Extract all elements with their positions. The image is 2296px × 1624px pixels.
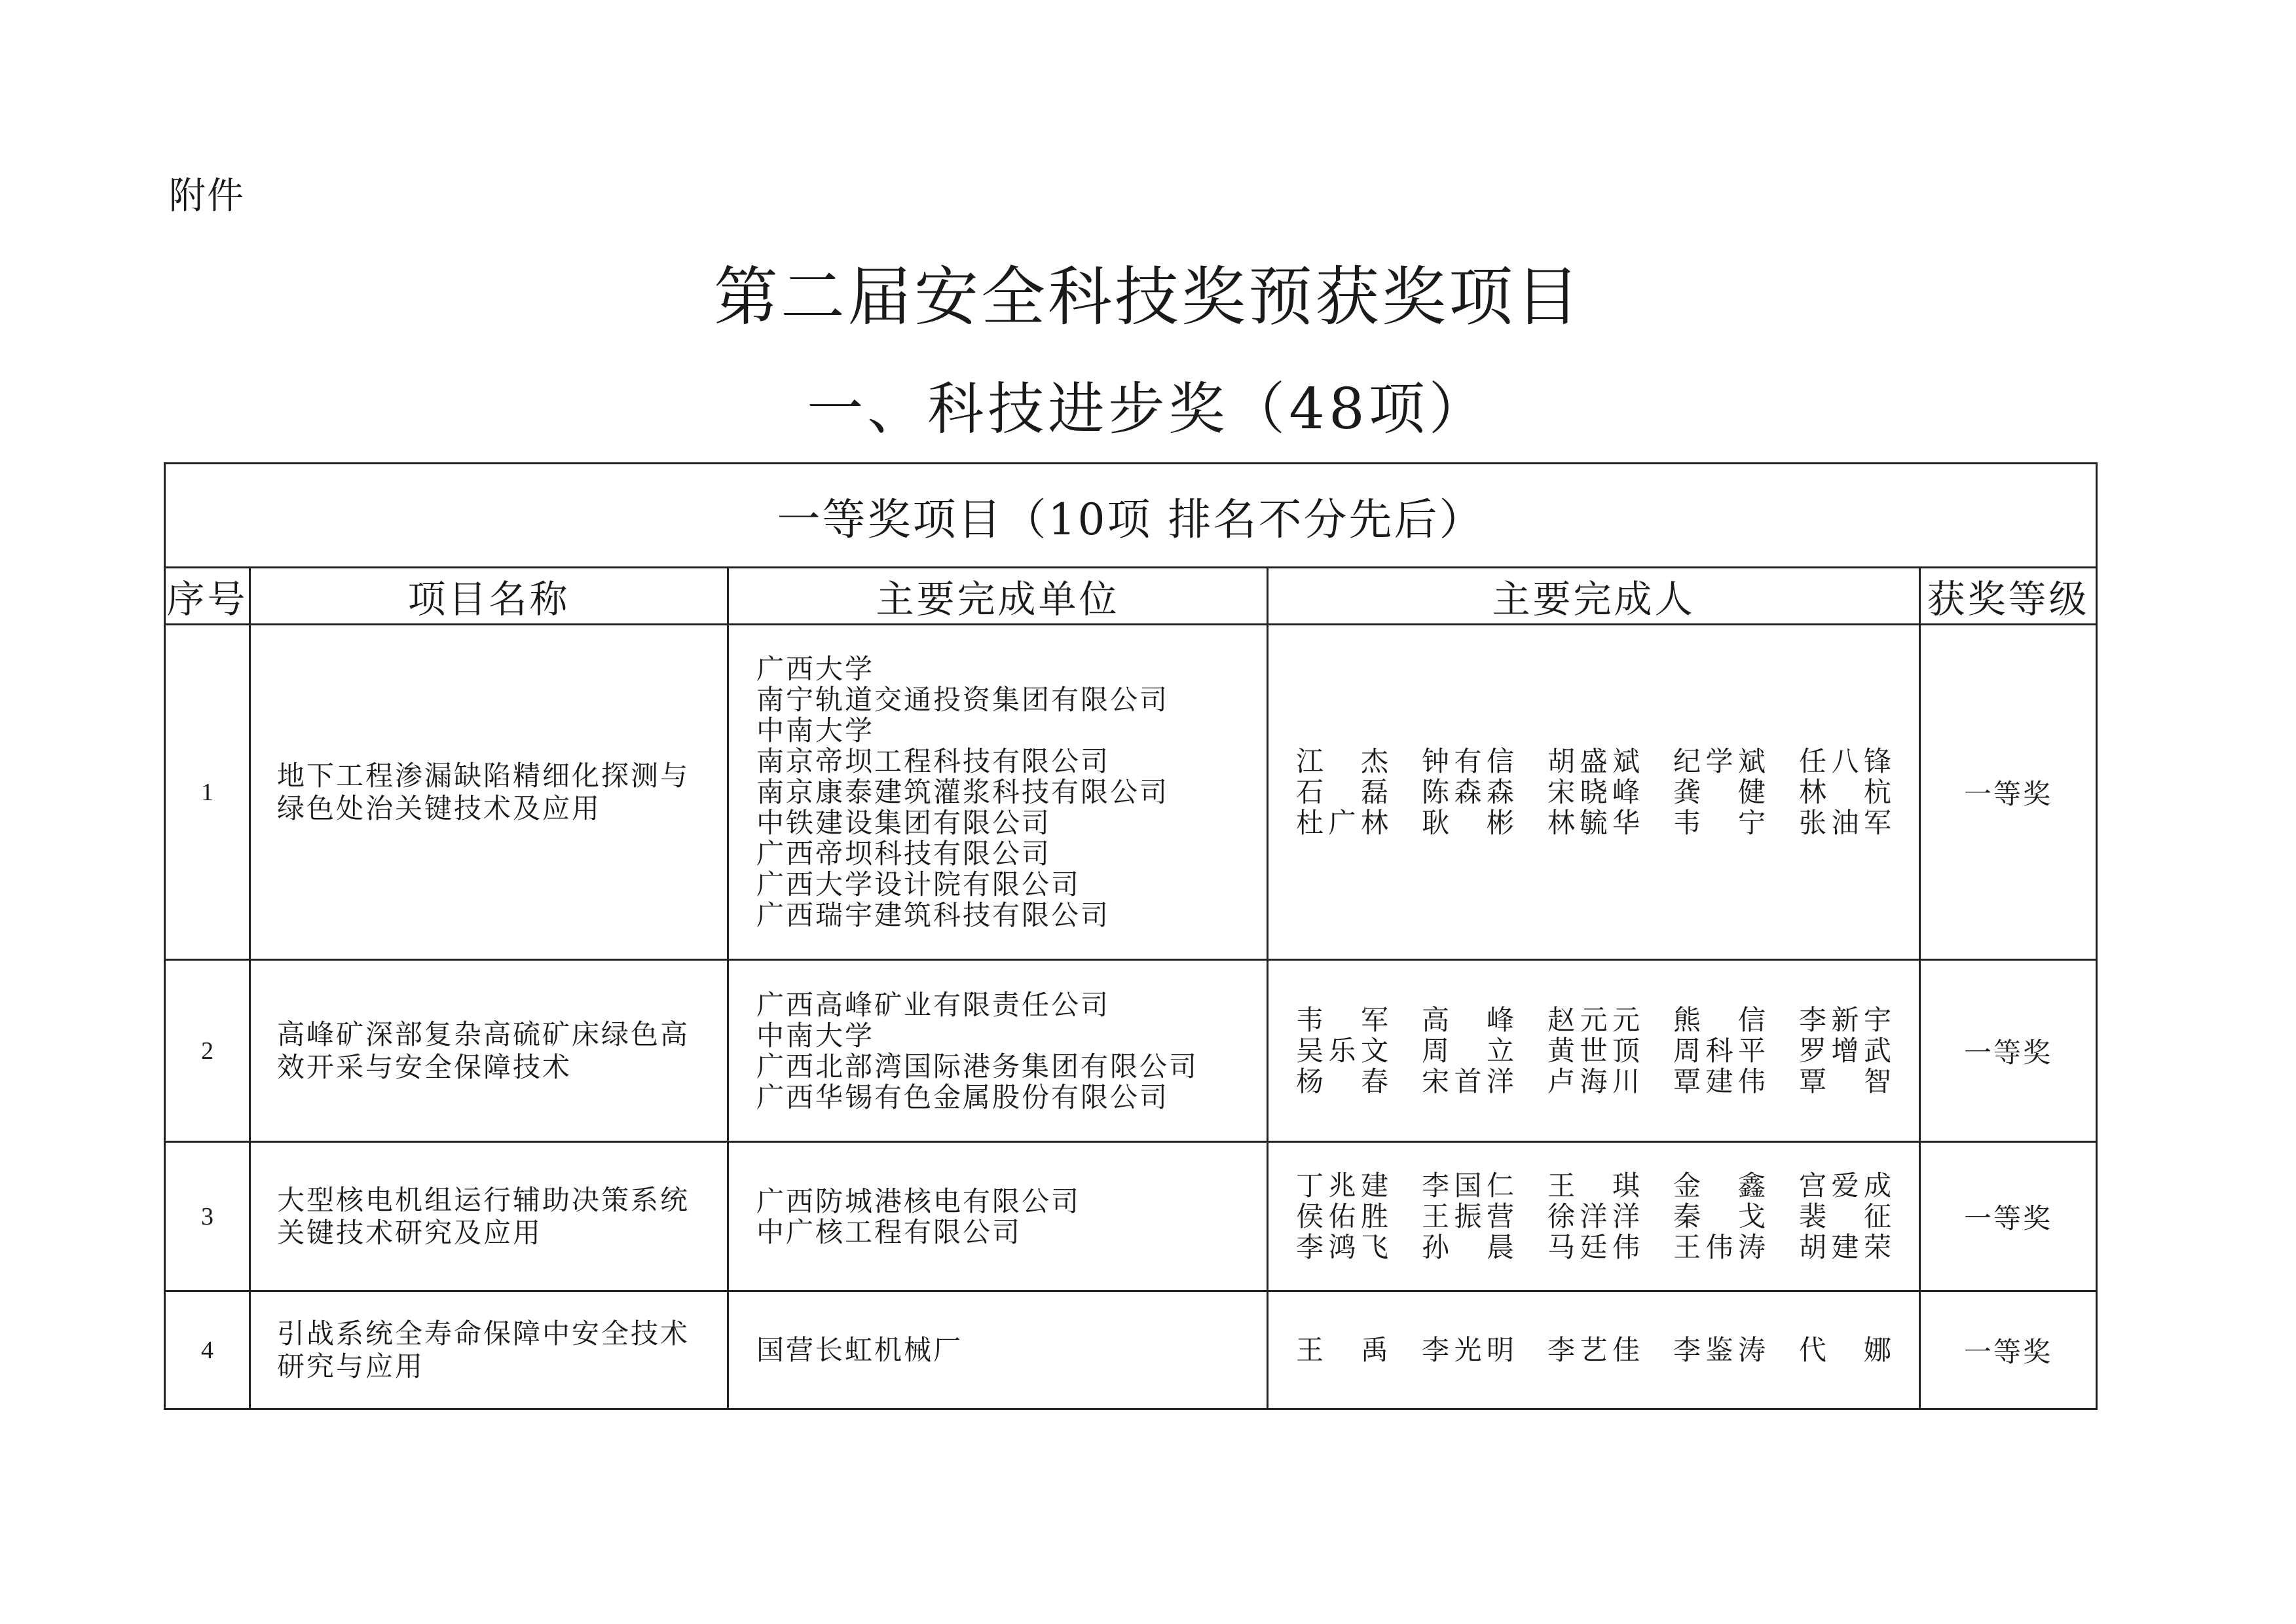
person-name: 李新宇 xyxy=(1799,1004,1893,1036)
header-index: 序号 xyxy=(165,568,250,625)
person-name: 金 鑫 xyxy=(1673,1170,1768,1202)
attachment-label: 附件 xyxy=(169,175,245,217)
person-name: 林毓华 xyxy=(1547,807,1642,839)
person-name: 罗增武 xyxy=(1799,1035,1893,1067)
unit-name: 广西帝坝科技有限公司 xyxy=(756,838,1052,870)
unit-name: 南京帝坝工程科技有限公司 xyxy=(756,745,1111,777)
header-people: 主要完成人 xyxy=(1268,568,1920,625)
award-level: 一等奖 xyxy=(1920,960,2097,1142)
person-name: 胡盛斌 xyxy=(1547,745,1642,777)
person-name: 丁兆建 xyxy=(1296,1170,1390,1202)
person-name: 纪学斌 xyxy=(1673,745,1768,777)
header-units: 主要完成单位 xyxy=(728,568,1268,625)
unit-name: 广西大学 xyxy=(756,653,875,685)
person-name: 王 禹 xyxy=(1296,1334,1390,1366)
project-name: 大型核电机组运行辅助决策系统关键技术研究及应用 xyxy=(250,1142,728,1291)
unit-name: 广西高峰矿业有限责任公司 xyxy=(756,988,1111,1021)
person-name: 裴 征 xyxy=(1799,1200,1893,1232)
person-name: 林 杭 xyxy=(1799,776,1893,808)
person-name: 徐洋洋 xyxy=(1547,1200,1642,1232)
row-index: 1 xyxy=(165,625,250,960)
unit-name: 广西瑞宇建筑科技有限公司 xyxy=(756,899,1111,931)
group-title: 一等奖项目（10项 排名不分先后） xyxy=(165,464,2097,568)
person-name: 侯佑胜 xyxy=(1296,1200,1390,1232)
people-grid xyxy=(1296,746,1899,838)
completion-units xyxy=(728,1142,1268,1291)
person-name: 江 杰 xyxy=(1296,745,1390,777)
person-name: 孙 晨 xyxy=(1422,1231,1516,1263)
award-level: 一等奖 xyxy=(1920,1142,2097,1291)
person-name: 任八锋 xyxy=(1799,745,1893,777)
person-name: 李鸿飞 xyxy=(1296,1231,1390,1263)
table-body xyxy=(165,625,2097,1409)
person-name: 陈森森 xyxy=(1422,776,1516,808)
person-name: 张油军 xyxy=(1799,807,1893,839)
project-name: 引战系统全寿命保障中安全技术研究与应用 xyxy=(250,1291,728,1409)
table-row xyxy=(165,1291,2097,1409)
award-table xyxy=(164,462,2098,1410)
person-name: 韦 军 xyxy=(1296,1004,1390,1036)
person-name: 石 磊 xyxy=(1296,776,1390,808)
person-name: 王振营 xyxy=(1422,1200,1516,1232)
row-index: 4 xyxy=(165,1291,250,1409)
person-name: 吴乐文 xyxy=(1296,1035,1390,1067)
project-name: 地下工程渗漏缺陷精细化探测与绿色处治关键技术及应用 xyxy=(250,625,728,960)
person-name: 耿 彬 xyxy=(1422,807,1516,839)
person-name: 宋首洋 xyxy=(1422,1065,1516,1098)
completion-units xyxy=(728,625,1268,960)
completion-people xyxy=(1268,960,1920,1142)
unit-name: 南京康泰建筑灌浆科技有限公司 xyxy=(756,776,1170,808)
person-name: 胡建荣 xyxy=(1799,1231,1893,1263)
unit-name: 广西大学设计院有限公司 xyxy=(756,868,1081,900)
person-name: 代 娜 xyxy=(1799,1334,1893,1366)
table-row xyxy=(165,1142,2097,1291)
unit-name: 南宁轨道交通投资集团有限公司 xyxy=(756,684,1170,716)
unit-name: 国营长虹机械厂 xyxy=(756,1334,963,1366)
person-name: 卢海川 xyxy=(1547,1065,1642,1098)
person-name: 王伟涛 xyxy=(1673,1231,1768,1263)
completion-units xyxy=(728,1291,1268,1409)
award-level: 一等奖 xyxy=(1920,1291,2097,1409)
person-name: 李艺佳 xyxy=(1547,1334,1642,1366)
award-level: 一等奖 xyxy=(1920,625,2097,960)
person-name: 李鉴涛 xyxy=(1673,1334,1768,1366)
header-name: 项目名称 xyxy=(250,568,728,625)
person-name: 秦 戈 xyxy=(1673,1200,1768,1232)
person-name: 覃建伟 xyxy=(1673,1065,1768,1098)
row-index: 3 xyxy=(165,1142,250,1291)
section-title: 一、科技进步奖（48项） xyxy=(807,377,1489,442)
person-name: 马廷伟 xyxy=(1547,1231,1642,1263)
unit-name: 广西华锡有色金属股份有限公司 xyxy=(756,1080,1170,1113)
person-name: 钟有信 xyxy=(1422,745,1516,777)
completion-units xyxy=(728,960,1268,1142)
people-grid xyxy=(1296,1005,1899,1097)
header-level: 获奖等级 xyxy=(1920,568,2097,625)
unit-name: 广西防城港核电有限公司 xyxy=(756,1185,1081,1217)
people-grid xyxy=(1296,1335,1899,1365)
row-index: 2 xyxy=(165,960,250,1142)
person-name: 覃 智 xyxy=(1799,1065,1893,1098)
person-name: 宋晓峰 xyxy=(1547,776,1642,808)
unit-name: 广西北部湾国际港务集团有限公司 xyxy=(756,1050,1199,1082)
person-name: 杨 春 xyxy=(1296,1065,1390,1098)
project-name: 高峰矿深部复杂高硫矿床绿色高效开采与安全保障技术 xyxy=(250,960,728,1142)
unit-name: 中南大学 xyxy=(756,714,875,747)
unit-name: 中南大学 xyxy=(756,1019,875,1052)
person-name: 李国仁 xyxy=(1422,1170,1516,1202)
person-name: 周科平 xyxy=(1673,1035,1768,1067)
person-name: 宫爱成 xyxy=(1799,1170,1893,1202)
table-row xyxy=(165,960,2097,1142)
table-row xyxy=(165,625,2097,960)
completion-people xyxy=(1268,625,1920,960)
unit-name: 中铁建设集团有限公司 xyxy=(756,807,1052,839)
person-name: 熊 信 xyxy=(1673,1004,1768,1036)
person-name: 赵元元 xyxy=(1547,1004,1642,1036)
completion-people xyxy=(1268,1142,1920,1291)
person-name: 龚 健 xyxy=(1673,776,1768,808)
person-name: 黄世顶 xyxy=(1547,1035,1642,1067)
main-title: 第二届安全科技奖预获奖项目 xyxy=(713,260,1582,335)
person-name: 王 琪 xyxy=(1547,1170,1642,1202)
person-name: 周 立 xyxy=(1422,1035,1516,1067)
people-grid xyxy=(1296,1170,1899,1263)
person-name: 杜广林 xyxy=(1296,807,1390,839)
person-name: 李光明 xyxy=(1422,1334,1516,1366)
unit-name: 中广核工程有限公司 xyxy=(756,1215,1022,1248)
person-name: 韦 宁 xyxy=(1673,807,1768,839)
completion-people xyxy=(1268,1291,1920,1409)
person-name: 高 峰 xyxy=(1422,1004,1516,1036)
